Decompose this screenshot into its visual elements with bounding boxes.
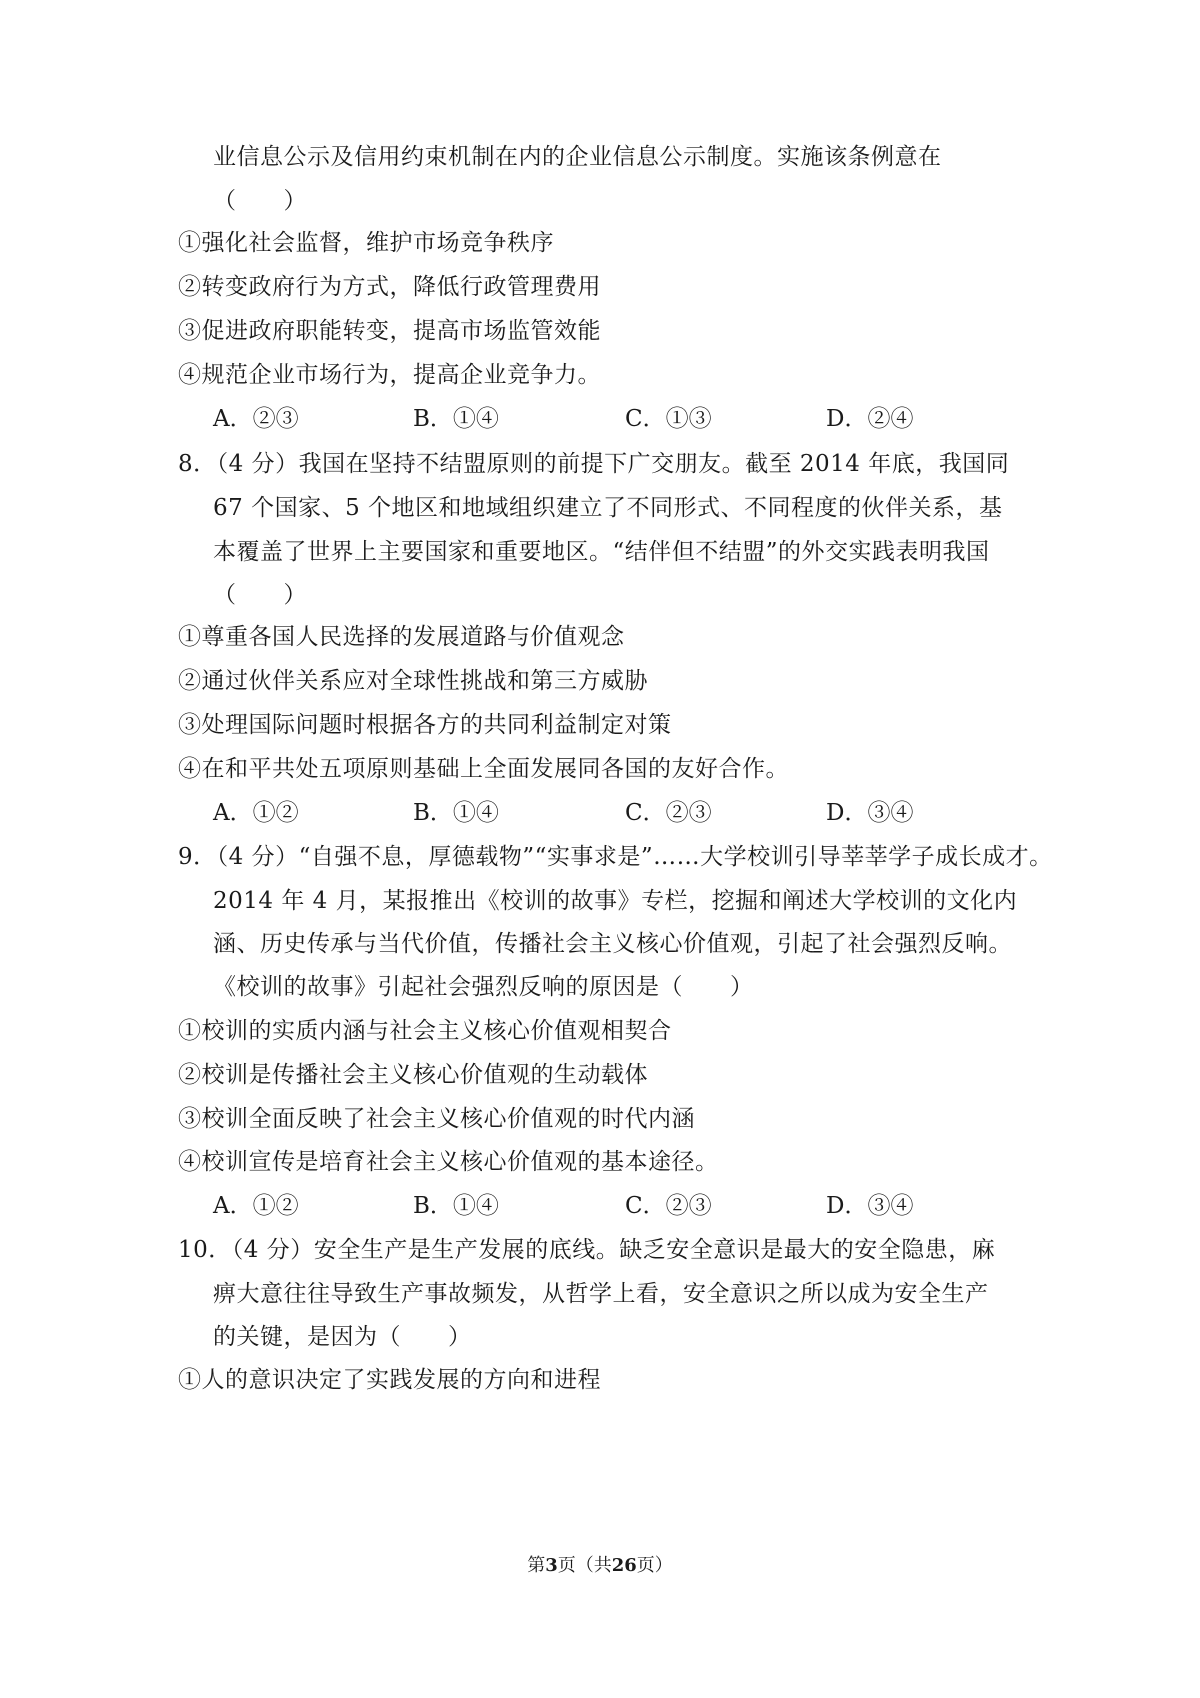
footer-middle: 页（共 — [557, 1555, 612, 1576]
footer-page-number: 3 — [545, 1555, 558, 1576]
q8-option-b: B．①④ — [413, 800, 499, 826]
q9-statement-2: ②校训是传播社会主义核心价值观的生动载体 — [178, 1062, 648, 1088]
q9-option-d: D．③④ — [826, 1193, 914, 1219]
page-footer — [0, 1554, 1200, 1578]
q7-option-c: C．①③ — [625, 406, 712, 432]
q9-line-4: 《校训的故事》引起社会强烈反响的原因是（ ） — [213, 974, 754, 1000]
footer-prefix: 第 — [527, 1555, 546, 1576]
q8-statement-1: ①尊重各国人民选择的发展道路与价值观念 — [178, 624, 625, 650]
q9-statement-1: ①校训的实质内涵与社会主义核心价值观相契合 — [178, 1018, 672, 1044]
q7-option-a: A．②③ — [213, 406, 299, 432]
q8-answer-blank: （ ） — [213, 582, 307, 608]
q9-statement-4: ④校训宣传是培育社会主义核心价值观的基本途径。 — [178, 1149, 719, 1175]
q10-line-3: 的关键，是因为（ ） — [213, 1324, 472, 1350]
q10-statement-1: ①人的意识决定了实践发展的方向和进程 — [178, 1367, 601, 1393]
q8-statement-3: ③处理国际问题时根据各方的共同利益制定对策 — [178, 712, 672, 738]
q9-line-1: 9．（4 分）“自强不息，厚德载物”“实事求是”……大学校训引导莘莘学子成长成才。 — [178, 844, 1053, 870]
q10-line-2: 痹大意往往导致生产事故频发，从哲学上看，安全意识之所以成为安全生产 — [213, 1281, 989, 1307]
q9-option-c: C．②③ — [625, 1193, 712, 1219]
q8-option-a: A．①② — [213, 800, 299, 826]
q9-line-3: 涵、历史传承与当代价值，传播社会主义核心价值观，引起了社会强烈反响。 — [213, 931, 1012, 957]
footer-total-pages: 26 — [611, 1555, 637, 1576]
q9-option-a: A．①② — [213, 1193, 299, 1219]
q7-statement-3: ③促进政府职能转变，提高市场监管效能 — [178, 318, 601, 344]
q7-answer-blank: （ ） — [213, 188, 307, 214]
q9-statement-3: ③校训全面反映了社会主义核心价值观的时代内涵 — [178, 1106, 695, 1132]
q8-statement-4: ④在和平共处五项原则基础上全面发展同各国的友好合作。 — [178, 756, 789, 782]
q8-option-c: C．②③ — [625, 800, 712, 826]
q10-line-1: 10．（4 分）安全生产是生产发展的底线。缺乏安全意识是最大的安全隐患，麻 — [178, 1237, 996, 1263]
q7-statement-4: ④规范企业市场行为，提高企业竞争力。 — [178, 362, 601, 388]
q7-line-1: 业信息公示及信用约束机制在内的企业信息公示制度。实施该条例意在 — [213, 144, 942, 170]
q8-line-3: 本覆盖了世界上主要国家和重要地区。“结伴但不结盟”的外交实践表明我国 — [213, 539, 990, 565]
q7-statement-2: ②转变政府行为方式，降低行政管理费用 — [178, 274, 601, 300]
footer-suffix: 页） — [636, 1555, 673, 1576]
q7-statement-1: ①强化社会监督，维护市场竞争秩序 — [178, 230, 554, 256]
q7-option-d: D．②④ — [826, 406, 914, 432]
q9-line-2: 2014 年 4 月，某报推出《校训的故事》专栏，挖掘和阐述大学校训的文化内 — [213, 888, 1018, 914]
q9-option-b: B．①④ — [413, 1193, 499, 1219]
q8-statement-2: ②通过伙伴关系应对全球性挑战和第三方威胁 — [178, 668, 648, 694]
q8-line-2: 67 个国家、5 个地区和地域组织建立了不同形式、不同程度的伙伴关系，基 — [213, 495, 1003, 521]
q8-option-d: D．③④ — [826, 800, 914, 826]
q7-option-b: B．①④ — [413, 406, 499, 432]
q8-line-1: 8．（4 分）我国在坚持不结盟原则的前提下广交朋友。截至 2014 年底，我国同 — [178, 451, 1010, 477]
